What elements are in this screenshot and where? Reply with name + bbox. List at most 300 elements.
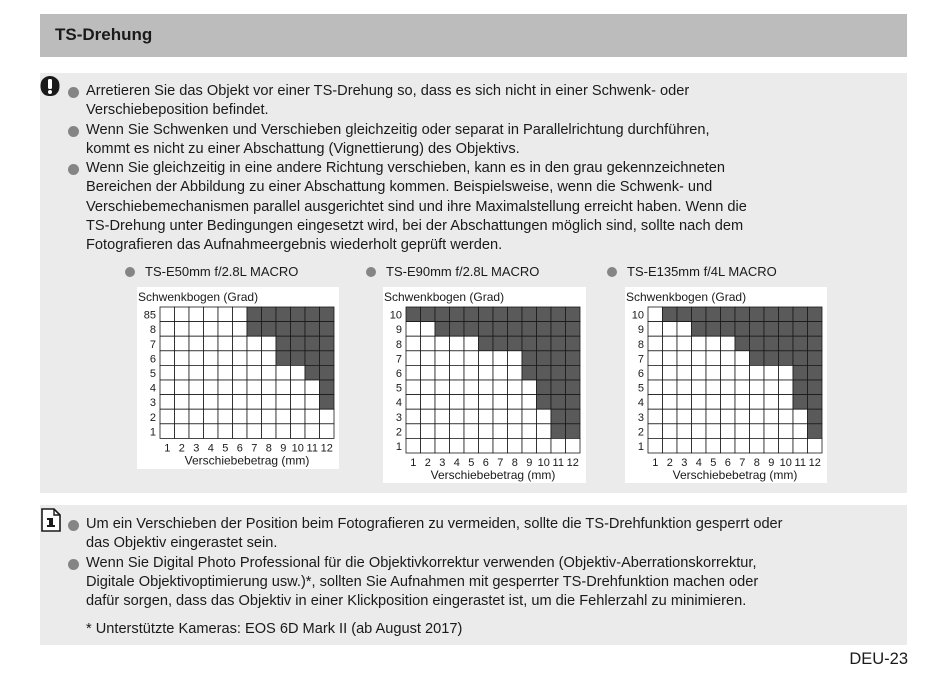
y-tick-label: 7 bbox=[149, 338, 156, 351]
grid-cell bbox=[677, 336, 692, 351]
grid-cell-shaded bbox=[537, 322, 552, 337]
grid-cell-shaded bbox=[479, 322, 494, 337]
grid-cell bbox=[663, 380, 678, 395]
x-tick-label: 5 bbox=[468, 457, 475, 469]
grid-cell-shaded bbox=[464, 322, 479, 337]
grid-cell-shaded bbox=[764, 351, 779, 366]
grid-cell bbox=[464, 365, 479, 380]
grid-cell-shaded bbox=[493, 322, 508, 337]
y-tick-label: 9 bbox=[637, 324, 644, 337]
grid-cell-shaded bbox=[276, 351, 291, 366]
grid-cell-shaded bbox=[764, 307, 779, 322]
grid-cell-shaded bbox=[493, 336, 508, 351]
grid-cell bbox=[450, 395, 465, 410]
grid-cell bbox=[421, 322, 436, 337]
grid-cell bbox=[779, 395, 794, 410]
memo-bullets bbox=[68, 515, 783, 611]
grid-cell bbox=[175, 365, 190, 380]
y-tick-label: 10 bbox=[631, 309, 644, 322]
grid-cell bbox=[160, 365, 175, 380]
grid-cell-shaded bbox=[320, 307, 335, 322]
grid-cell bbox=[493, 424, 508, 439]
grid-cell bbox=[247, 365, 262, 380]
caution-icon bbox=[39, 75, 61, 97]
grid-cell bbox=[218, 409, 233, 424]
x-tick-label: 4 bbox=[207, 442, 214, 455]
grid-cell bbox=[677, 438, 692, 453]
grid-cell-shaded bbox=[537, 351, 552, 366]
grid-cell bbox=[764, 365, 779, 380]
grid-cell bbox=[663, 438, 678, 453]
grid-cell bbox=[189, 380, 204, 395]
grid-cell-shaded bbox=[692, 307, 707, 322]
grid-cell-shaded bbox=[291, 307, 306, 322]
grid-cell-shaded bbox=[450, 307, 465, 322]
grid-cell bbox=[189, 424, 204, 439]
x-tick-label: 8 bbox=[511, 457, 518, 469]
grid-cell bbox=[663, 351, 678, 366]
grid-cell bbox=[648, 322, 663, 337]
grid-cell-shaded bbox=[551, 322, 566, 337]
grid-cell-shaded bbox=[320, 336, 335, 351]
x-tick-label: 5 bbox=[222, 442, 229, 455]
x-tick-label: 6 bbox=[482, 457, 489, 469]
grid-cell bbox=[779, 409, 794, 424]
chart-ts-e90 bbox=[383, 287, 586, 483]
grid-cell bbox=[464, 395, 479, 410]
grid-cell-shaded bbox=[663, 307, 678, 322]
y-tick-label: 8 bbox=[395, 338, 402, 351]
x-tick-label: 7 bbox=[497, 457, 504, 469]
x-tick-label: 9 bbox=[768, 457, 775, 469]
x-tick-label: 1 bbox=[652, 457, 659, 469]
grid-cell-shaded bbox=[522, 307, 537, 322]
grid-cell bbox=[522, 409, 537, 424]
grid-cell bbox=[493, 409, 508, 424]
grid-cell bbox=[793, 409, 808, 424]
grid-cell-shaded bbox=[276, 307, 291, 322]
grid-cell bbox=[692, 424, 707, 439]
grid-cell-shaded bbox=[808, 424, 823, 439]
grid-cell bbox=[204, 307, 219, 322]
y-tick-label: 7 bbox=[637, 353, 644, 366]
grid-cell bbox=[779, 438, 794, 453]
grid-cell-shaded bbox=[779, 351, 794, 366]
caution-bullets bbox=[68, 82, 747, 256]
grid-cell bbox=[808, 438, 823, 453]
grid-cell bbox=[435, 424, 450, 439]
y-tick-label: 9 bbox=[395, 324, 402, 337]
grid-cell bbox=[721, 438, 736, 453]
grid-cell bbox=[522, 380, 537, 395]
grid-cell-shaded bbox=[808, 307, 823, 322]
grid-cell bbox=[706, 395, 721, 410]
grid-cell-shaded bbox=[793, 380, 808, 395]
grid-cell bbox=[735, 365, 750, 380]
grid-cell bbox=[291, 424, 306, 439]
grid-cell bbox=[421, 380, 436, 395]
grid-cell bbox=[189, 365, 204, 380]
y-tick-label: 6 bbox=[637, 368, 644, 380]
grid-cell bbox=[218, 380, 233, 395]
grid-cell-shaded bbox=[435, 307, 450, 322]
grid-cell bbox=[233, 307, 248, 322]
grid-cell-shaded bbox=[551, 395, 566, 410]
grid-cell bbox=[204, 336, 219, 351]
grid-cell-shaded bbox=[247, 322, 262, 337]
grid-cell-shaded bbox=[320, 395, 335, 410]
y-tick-label: 8 bbox=[149, 324, 156, 337]
grid-cell bbox=[493, 351, 508, 366]
grid-cell-shaded bbox=[779, 307, 794, 322]
grid-cell-shaded bbox=[764, 322, 779, 337]
grid-cell-shaded bbox=[793, 365, 808, 380]
grid-cell-shaded bbox=[735, 307, 750, 322]
grid-cell bbox=[406, 409, 421, 424]
memo-bullet-1: Um ein Verschieben der Position beim Fotografieren zu vermeiden, sollte die TS-Drehfunktion gesperrt oder das Objektiv eingerastet sein. bbox=[68, 515, 783, 554]
grid-cell bbox=[735, 424, 750, 439]
grid-cell-shaded bbox=[808, 409, 823, 424]
y-tick-label: 4 bbox=[395, 397, 402, 410]
grid-cell bbox=[648, 409, 663, 424]
grid-cell bbox=[204, 380, 219, 395]
x-tick-label: 11 bbox=[552, 457, 564, 469]
grid-cell bbox=[218, 365, 233, 380]
grid-cell bbox=[406, 424, 421, 439]
grid-cell bbox=[764, 395, 779, 410]
grid-cell bbox=[692, 409, 707, 424]
grid-cell bbox=[320, 409, 335, 424]
grid-cell bbox=[508, 380, 523, 395]
grid-cell-shaded bbox=[421, 307, 436, 322]
grid-cell-shaded bbox=[750, 351, 765, 366]
grid-cell bbox=[247, 351, 262, 366]
x-tick-label: 10 bbox=[537, 457, 550, 469]
grid-cell bbox=[305, 424, 320, 439]
grid-cell bbox=[435, 409, 450, 424]
grid-cell bbox=[218, 395, 233, 410]
x-tick-label: 1 bbox=[164, 442, 171, 455]
grid-cell-shaded bbox=[566, 336, 581, 351]
y-tick-label: 2 bbox=[395, 426, 402, 439]
x-tick-label: 2 bbox=[666, 457, 673, 469]
grid-cell bbox=[421, 438, 436, 453]
grid-cell bbox=[291, 395, 306, 410]
x-tick-label: 12 bbox=[320, 442, 333, 455]
grid-cell bbox=[735, 380, 750, 395]
grid-cell-shaded bbox=[247, 307, 262, 322]
grid-cell bbox=[721, 365, 736, 380]
grid-cell-shaded bbox=[551, 307, 566, 322]
grid-cell-shaded bbox=[808, 351, 823, 366]
y-tick-label: 4 bbox=[637, 397, 644, 410]
chart-ylabel: Schwenkbogen (Grad) bbox=[626, 290, 747, 304]
grid-cell bbox=[406, 380, 421, 395]
grid-cell bbox=[692, 351, 707, 366]
grid-cell bbox=[421, 351, 436, 366]
grid-cell-shaded bbox=[320, 351, 335, 366]
chart-xlabel: Verschiebebetrag (mm) bbox=[430, 468, 556, 482]
grid-cell bbox=[663, 424, 678, 439]
page-number: DEU-23 bbox=[849, 650, 908, 668]
grid-cell bbox=[175, 424, 190, 439]
grid-cell-shaded bbox=[305, 365, 320, 380]
grid-cell-shaded bbox=[692, 322, 707, 337]
x-tick-label: 6 bbox=[724, 457, 731, 469]
grid-cell-shaded bbox=[566, 409, 581, 424]
grid-cell bbox=[493, 380, 508, 395]
grid-cell-shaded bbox=[566, 351, 581, 366]
grid-cell bbox=[648, 307, 663, 322]
y-tick-label: 7 bbox=[395, 353, 402, 366]
y-tick-label: 4 bbox=[149, 382, 156, 395]
grid-cell bbox=[406, 322, 421, 337]
grid-cell bbox=[189, 351, 204, 366]
grid-cell bbox=[706, 336, 721, 351]
grid-cell-shaded bbox=[522, 351, 537, 366]
grid-cell bbox=[450, 438, 465, 453]
grid-cell bbox=[551, 438, 566, 453]
grid-cell bbox=[522, 395, 537, 410]
chart-ts-e135 bbox=[625, 287, 827, 483]
x-tick-label: 8 bbox=[753, 457, 760, 469]
grid-cell bbox=[692, 336, 707, 351]
grid-cell bbox=[421, 336, 436, 351]
x-tick-label: 3 bbox=[681, 457, 688, 469]
grid-cell bbox=[204, 409, 219, 424]
memo-footnote: * Unterstützte Kameras: EOS 6D Mark II (ab August 2017) bbox=[86, 621, 463, 637]
grid-cell-shaded bbox=[537, 336, 552, 351]
grid-cell-shaded bbox=[779, 322, 794, 337]
grid-cell bbox=[464, 438, 479, 453]
grid-cell bbox=[537, 424, 552, 439]
grid-cell bbox=[764, 438, 779, 453]
grid-cell-shaded bbox=[735, 322, 750, 337]
grid-cell bbox=[779, 424, 794, 439]
grid-cell bbox=[160, 351, 175, 366]
section-title-bar bbox=[40, 14, 907, 57]
grid-cell-shaded bbox=[305, 336, 320, 351]
y-tick-label: 1 bbox=[149, 426, 156, 439]
grid-cell bbox=[276, 380, 291, 395]
grid-cell bbox=[764, 424, 779, 439]
grid-cell-shaded bbox=[566, 322, 581, 337]
grid-cell bbox=[721, 380, 736, 395]
grid-cell bbox=[218, 424, 233, 439]
grid-cell bbox=[479, 424, 494, 439]
grid-cell-shaded bbox=[291, 336, 306, 351]
grid-cell-shaded bbox=[566, 380, 581, 395]
grid-cell-shaded bbox=[566, 424, 581, 439]
grid-cell bbox=[189, 336, 204, 351]
grid-cell bbox=[735, 395, 750, 410]
grid-cell-shaded bbox=[479, 336, 494, 351]
grid-cell-shaded bbox=[508, 307, 523, 322]
y-tick-label: 5 bbox=[637, 382, 644, 395]
grid-cell bbox=[204, 424, 219, 439]
grid-cell-shaded bbox=[706, 322, 721, 337]
x-tick-label: 9 bbox=[280, 442, 287, 455]
grid-cell-shaded bbox=[551, 409, 566, 424]
grid-cell bbox=[160, 409, 175, 424]
y-tick-label: 6 bbox=[395, 368, 402, 380]
grid-cell bbox=[464, 380, 479, 395]
grid-cell bbox=[793, 438, 808, 453]
grid-cell bbox=[464, 351, 479, 366]
grid-cell bbox=[663, 395, 678, 410]
grid-cell bbox=[648, 438, 663, 453]
grid-cell bbox=[204, 395, 219, 410]
grid-cell bbox=[648, 380, 663, 395]
y-tick-label: 85 bbox=[143, 309, 156, 322]
grid-cell-shaded bbox=[406, 307, 421, 322]
y-tick-label: 2 bbox=[149, 411, 156, 424]
x-tick-label: 6 bbox=[236, 442, 243, 455]
grid-cell bbox=[175, 307, 190, 322]
grid-cell bbox=[692, 438, 707, 453]
grid-cell bbox=[663, 365, 678, 380]
grid-cell-shaded bbox=[750, 307, 765, 322]
grid-cell bbox=[435, 395, 450, 410]
grid-cell bbox=[421, 424, 436, 439]
grid-cell bbox=[677, 365, 692, 380]
grid-cell-shaded bbox=[305, 351, 320, 366]
grid-cell bbox=[204, 365, 219, 380]
grid-cell bbox=[262, 409, 277, 424]
grid-cell bbox=[233, 351, 248, 366]
y-tick-label: 3 bbox=[395, 411, 402, 424]
grid-cell-shaded bbox=[677, 307, 692, 322]
grid-cell bbox=[793, 424, 808, 439]
grid-cell bbox=[648, 424, 663, 439]
grid-cell bbox=[276, 424, 291, 439]
grid-cell bbox=[435, 380, 450, 395]
grid-cell-shaded bbox=[522, 336, 537, 351]
grid-cell-shaded bbox=[551, 365, 566, 380]
grid-cell bbox=[750, 395, 765, 410]
chart-title-ts-e135: TS-E135mm f/4L MACRO bbox=[607, 264, 777, 279]
grid-cell bbox=[175, 336, 190, 351]
grid-cell bbox=[764, 380, 779, 395]
grid-cell bbox=[735, 351, 750, 366]
x-tick-label: 11 bbox=[794, 457, 806, 469]
grid-cell bbox=[189, 307, 204, 322]
grid-cell bbox=[677, 322, 692, 337]
grid-cell bbox=[663, 322, 678, 337]
grid-cell bbox=[479, 395, 494, 410]
grid-cell bbox=[262, 365, 277, 380]
grid-cell bbox=[750, 409, 765, 424]
grid-cell bbox=[160, 336, 175, 351]
grid-cell bbox=[735, 409, 750, 424]
grid-cell-shaded bbox=[537, 380, 552, 395]
grid-cell bbox=[648, 351, 663, 366]
grid-cell bbox=[450, 365, 465, 380]
grid-cell bbox=[750, 365, 765, 380]
grid-cell-shaded bbox=[450, 322, 465, 337]
grid-cell-shaded bbox=[276, 336, 291, 351]
grid-cell bbox=[450, 409, 465, 424]
x-tick-label: 10 bbox=[291, 442, 304, 455]
chart-svg-ts-e135 bbox=[625, 287, 827, 483]
y-tick-label: 6 bbox=[149, 353, 156, 366]
grid-cell-shaded bbox=[808, 395, 823, 410]
grid-cell bbox=[421, 365, 436, 380]
grid-cell bbox=[677, 424, 692, 439]
grid-cell bbox=[677, 395, 692, 410]
grid-cell bbox=[537, 409, 552, 424]
grid-cell bbox=[566, 438, 581, 453]
chart-xlabel: Verschiebebetrag (mm) bbox=[672, 468, 798, 482]
grid-cell-shaded bbox=[522, 365, 537, 380]
grid-cell bbox=[160, 307, 175, 322]
grid-cell bbox=[677, 380, 692, 395]
grid-cell bbox=[721, 424, 736, 439]
grid-cell-shaded bbox=[262, 322, 277, 337]
memo-bullet-2: Wenn Sie Digital Photo Professional für die Objektivkorrektur verwenden (Objektiv-Aberrationskorrektur, Digitale Objektivoptimierung usw.)*, sollten Sie Aufnahmen mit gesperrter TS-Drehfunktion machen oder dafür sorgen, dass das Objektiv in einer Klickposition eingerastet ist, um die Fehlerzahl zu minimieren. bbox=[68, 554, 783, 612]
section-title: TS-Drehung bbox=[55, 25, 153, 44]
grid-cell bbox=[721, 351, 736, 366]
grid-cell bbox=[305, 380, 320, 395]
x-tick-label: 4 bbox=[453, 457, 460, 469]
grid-cell bbox=[406, 336, 421, 351]
grid-cell bbox=[247, 380, 262, 395]
grid-cell bbox=[648, 336, 663, 351]
grid-cell bbox=[450, 351, 465, 366]
grid-cell bbox=[663, 336, 678, 351]
grid-cell bbox=[435, 336, 450, 351]
grid-cell-shaded bbox=[808, 336, 823, 351]
y-tick-label: 3 bbox=[637, 411, 644, 424]
grid-cell bbox=[421, 409, 436, 424]
x-tick-label: 12 bbox=[566, 457, 579, 469]
grid-cell-shaded bbox=[566, 307, 581, 322]
memo-icon bbox=[41, 508, 61, 532]
grid-cell bbox=[450, 380, 465, 395]
grid-cell bbox=[175, 351, 190, 366]
grid-cell bbox=[735, 438, 750, 453]
grid-cell bbox=[677, 351, 692, 366]
grid-cell bbox=[479, 438, 494, 453]
y-tick-label: 5 bbox=[395, 382, 402, 395]
chart-title-ts-e90: TS-E90mm f/2.8L MACRO bbox=[366, 264, 539, 279]
grid-cell bbox=[493, 365, 508, 380]
x-tick-label: 4 bbox=[695, 457, 702, 469]
grid-cell bbox=[160, 424, 175, 439]
grid-cell bbox=[262, 336, 277, 351]
grid-cell bbox=[175, 380, 190, 395]
chart-ts-e50 bbox=[137, 287, 339, 469]
grid-cell bbox=[218, 336, 233, 351]
grid-cell bbox=[218, 351, 233, 366]
grid-cell bbox=[262, 380, 277, 395]
grid-cell-shaded bbox=[493, 307, 508, 322]
grid-cell bbox=[305, 409, 320, 424]
grid-cell bbox=[750, 380, 765, 395]
grid-cell bbox=[764, 409, 779, 424]
grid-cell bbox=[493, 438, 508, 453]
grid-cell-shaded bbox=[793, 322, 808, 337]
grid-cell bbox=[479, 365, 494, 380]
grid-cell-shaded bbox=[793, 307, 808, 322]
grid-cell bbox=[706, 409, 721, 424]
grid-cell bbox=[706, 365, 721, 380]
grid-cell-shaded bbox=[291, 322, 306, 337]
grid-cell bbox=[721, 409, 736, 424]
grid-cell bbox=[233, 380, 248, 395]
grid-cell bbox=[160, 395, 175, 410]
grid-cell-shaded bbox=[320, 380, 335, 395]
